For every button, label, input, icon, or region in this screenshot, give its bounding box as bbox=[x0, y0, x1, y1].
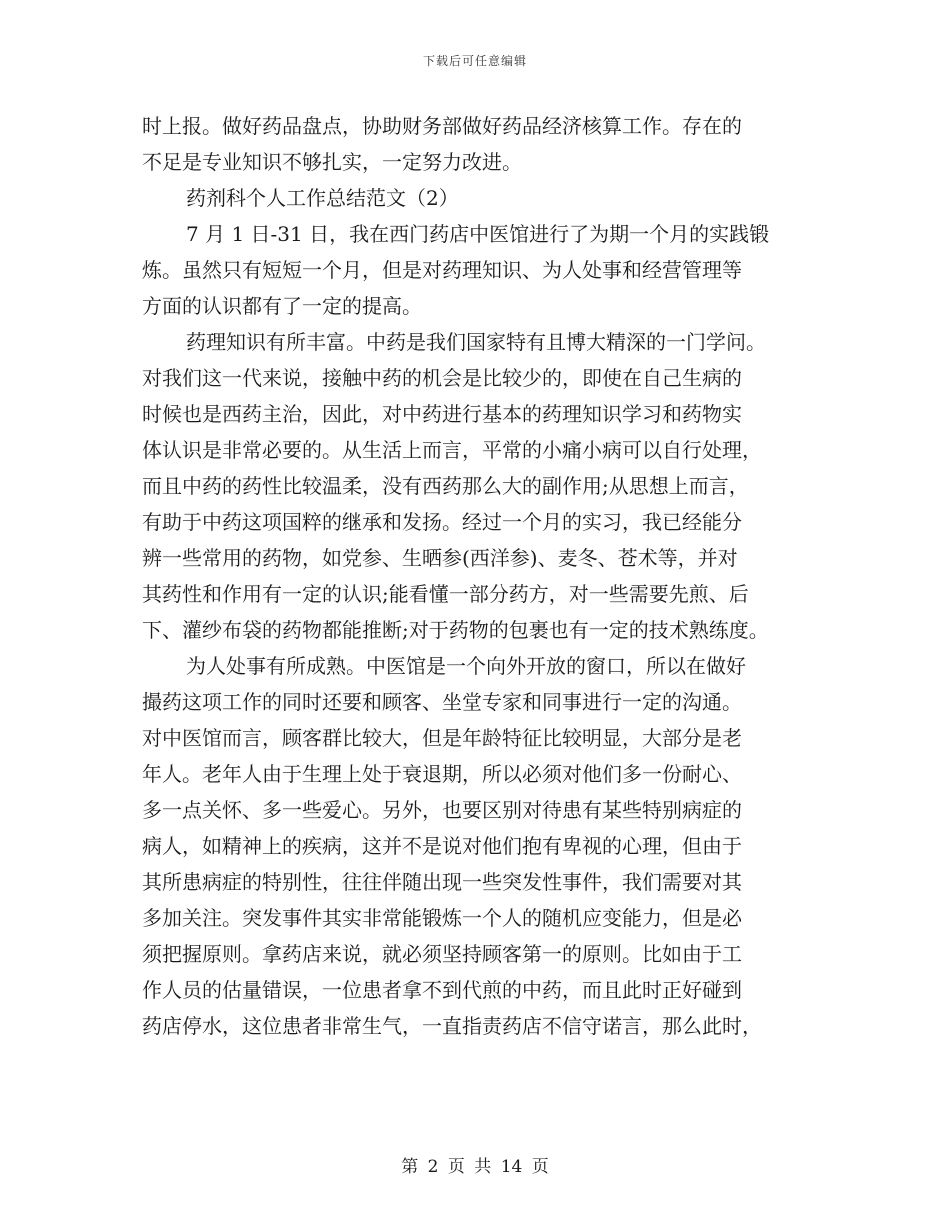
text-line: 为人处事有所成熟。中医馆是一个向外开放的窗口，所以在做好 bbox=[186, 654, 746, 678]
text-line: 时候也是西药主治，因此，对中药进行基本的药理知识学习和药物实 bbox=[142, 402, 742, 426]
text-line: 辨一些常用的药物，如党参、生晒参(西洋参)、麦冬、苍术等，并对 bbox=[142, 546, 738, 570]
text-line: 不足是专业知识不够扎实，一定努力改进。 bbox=[142, 150, 522, 174]
text-line: 其所患病症的特别性，往往伴随出现一些突发性事件，我们需要对其 bbox=[142, 870, 742, 894]
page-footer: 第 2 页 共 14 页 bbox=[401, 1157, 549, 1177]
page-header-note: 下载后可任意编辑 bbox=[422, 54, 527, 68]
text-line: 对中医馆而言，顾客群比较大，但是年龄特征比较明显，大部分是老 bbox=[142, 726, 742, 750]
text-line: 其药性和作用有一定的认识;能看懂一部分药方，对一些需要先煎、后 bbox=[142, 582, 749, 606]
text-line: 7 月 1 日-31 日，我在西门药店中医馆进行了为期一个月的实践锻 bbox=[186, 222, 770, 246]
text-line: 体认识是非常必要的。从生活上而言，平常的小痛小病可以自行处理， bbox=[142, 438, 762, 462]
text-line: 多加关注。突发事件其实非常能锻炼一个人的随机应变能力，但是必 bbox=[142, 906, 742, 930]
text-line: 病人，如精神上的疾病，这并不是说对他们抱有卑视的心理，但由于 bbox=[142, 834, 742, 858]
text-line: 须把握原则。拿药店来说，就必须坚持顾客第一的原则。比如由于工 bbox=[142, 942, 742, 966]
text-line: 而且中药的药性比较温柔，没有西药那么大的副作用;从思想上而言， bbox=[142, 474, 749, 498]
text-line: 时上报。做好药品盘点，协助财务部做好药品经济核算工作。存在的 bbox=[142, 114, 742, 138]
text-line: 撮药这项工作的同时还要和顾客、坐堂专家和同事进行一定的沟通。 bbox=[142, 690, 742, 714]
document-body bbox=[142, 108, 822, 1044]
text-line: 方面的认识都有了一定的提高。 bbox=[142, 294, 422, 318]
text-line: 药剂科个人工作总结范文（2） bbox=[186, 186, 459, 210]
text-line: 对我们这一代来说，接触中药的机会是比较少的，即使在自己生病的 bbox=[142, 366, 742, 390]
text-line: 下、灌纱布袋的药物都能推断;对于药物的包裹也有一定的技术熟练度。 bbox=[142, 618, 769, 642]
text-line: 炼。虽然只有短短一个月，但是对药理知识、为人处事和经营管理等 bbox=[142, 258, 742, 282]
text-line: 有助于中药这项国粹的继承和发扬。经过一个月的实习，我已经能分 bbox=[142, 510, 742, 534]
text-line: 药店停水，这位患者非常生气，一直指责药店不信守诺言，那么此时， bbox=[142, 1014, 762, 1038]
text-line: 作人员的估量错误，一位患者拿不到代煎的中药，而且此时正好碰到 bbox=[142, 978, 742, 1002]
text-line: 多一点关怀、多一些爱心。另外，也要区别对待患有某些特别病症的 bbox=[142, 798, 742, 822]
text-line: 药理知识有所丰富。中药是我们国家特有且博大精深的一门学问。 bbox=[186, 330, 766, 354]
text-line: 年人。老年人由于生理上处于衰退期，所以必须对他们多一份耐心、 bbox=[142, 762, 742, 786]
